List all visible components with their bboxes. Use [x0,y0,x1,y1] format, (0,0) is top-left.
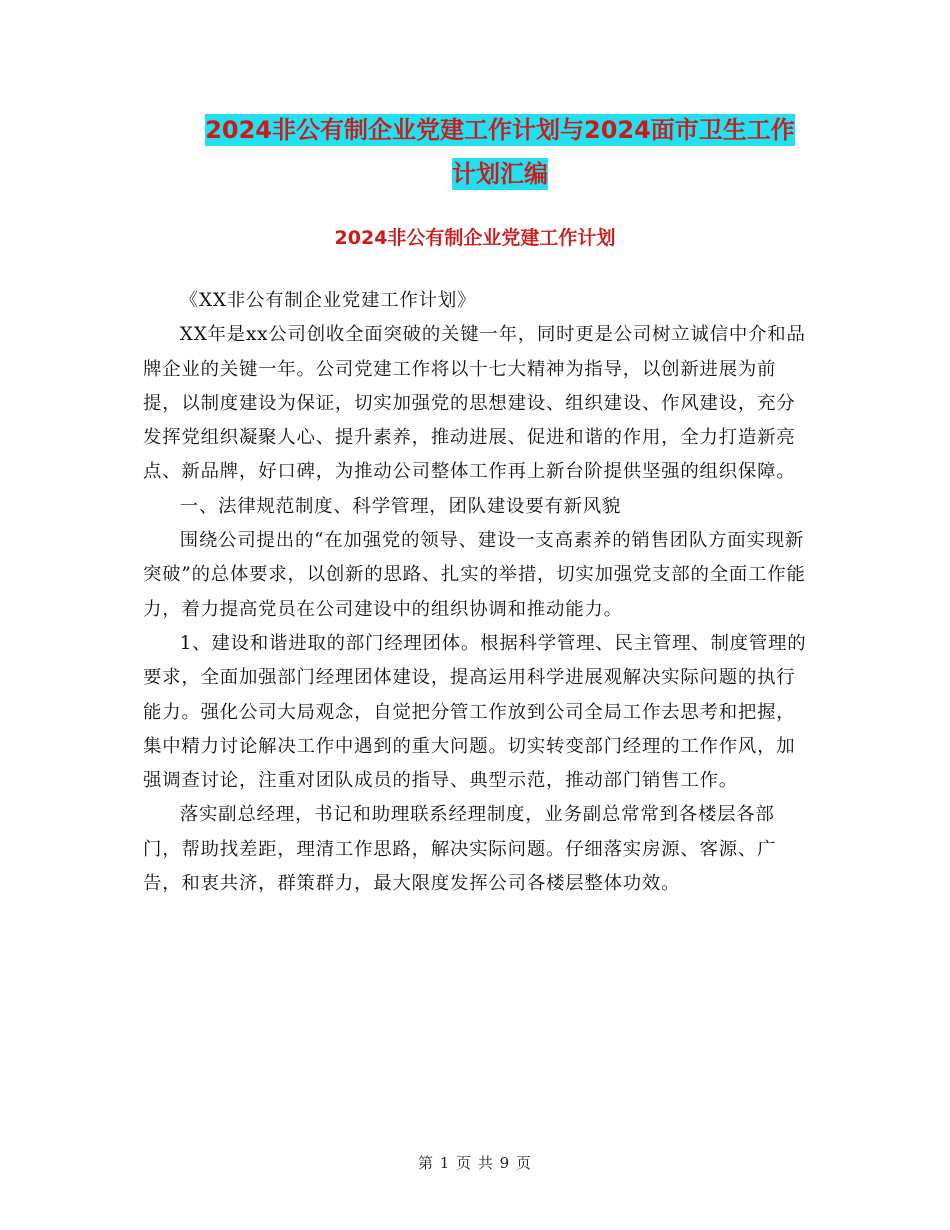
paragraph-implementation: 落实副总经理，书记和助理联系经理制度，业务副总常常到各楼层各部门，帮助找差距，理清工作思路，解决实际问题。仔细落实房源、客源、广告，和衷共济，群策群力，最大限度发挥公司各楼层整体功效。 [143,804,777,895]
paragraph-item-1: 1、建设和谐进取的部门经理团体。根据科学管理、民主管理、制度管理的要求，全面加强部门经理团体建设，提高运用科学进展观解决实际问题的执行能力。强化公司大局观念，自觉把分管工作放到公司全局工作去思考和把握，集中精力讨论解决工作中遇到的重大问题。切实转变部门经理的工作作风，加强调查讨论，注重对团队成员的指导、典型示范，推动部门销售工作。 [143,632,807,792]
section-title: 2024非公有制企业党建工作计划 [334,227,616,249]
paragraph-intro: XX年是xx公司创收全面突破的关键一年，同时更是公司树立诚信中介和品牌企业的关键一年。公司党建工作将以十七大精神为指导，以创新进展为前提，以制度建设为保证，切实加强党的思想建设、组织建设、作风建设，充分发挥党组织凝聚人心、提升素养，推动进展、促进和谐的作用，全力打造新亮点、新品牌，好口碑，为推动公司整体工作再上新台阶提供坚强的组织保障。 [143,324,806,483]
page-footer: 第 1 页 共 9 页 [418,1154,532,1172]
document-body [143,284,809,901]
paragraph-plan-name: 《XX非公有制企业党建工作计划》 [179,290,477,311]
document-title-line-1: 2024非公有制企业党建工作计划与2024面市卫生工作 [205,116,795,144]
document-title-line-2: 计划汇编 [452,160,548,188]
paragraph-requirements: 围绕公司提出的“在加强党的领导、建设一支高素养的销售团队方面实现新突破”的总体要求，以创新的思路、扎实的举措，切实加强党支部的全面工作能力，着力提高党员在公司建设中的组织协调和推动能力。 [143,530,806,620]
document-title [140,108,860,196]
paragraph-heading-1: 一、法律规范制度、科学管理，团队建设要有新风貌 [179,495,622,517]
